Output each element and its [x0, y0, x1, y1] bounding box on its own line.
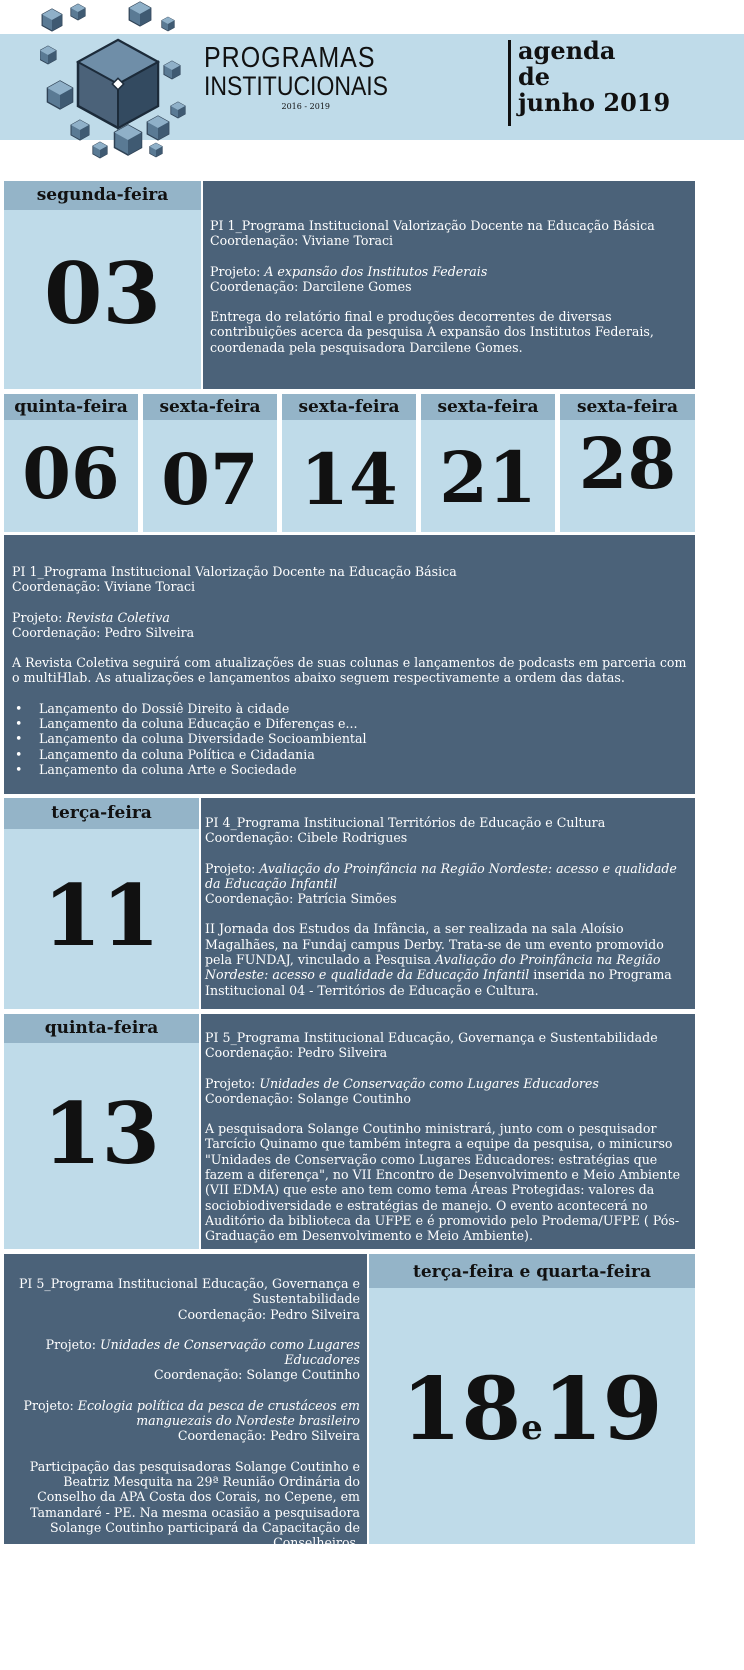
days-row — [4, 394, 695, 532]
event1-day: 03 — [44, 244, 161, 343]
event4-desc: A pesquisadora Solange Coutinho ministrará, junto com o pesquisador Tarcício Quinamo que também integra a equipe da pesquisa, o minicurso "Unidades de Conservação como Lugares Educadores: estratégias que fazem a diferença", no VII Encontro de Desenvolvimento e Meio Ambiente (VII EDMA) que este ano tem como tema Áreas Protegidas: valores da sociobiodiversidade e estratégias de manejo. O evento acontecerá no Auditório da biblioteca da UFPE e é promovido pelo Prodema/UFPE ( Pós-Graduação em Desenvolvimento e Meio Ambiente). — [205, 1121, 681, 1244]
event3-weekday: terça-feira — [51, 803, 152, 823]
day-number: 28 — [578, 422, 677, 505]
event3-project-prefix: Projeto: — [205, 860, 260, 876]
event5-project2: Ecologia política da pesca de crustáceos em manguezais do Nordeste brasileiro — [77, 1397, 360, 1429]
day-cell-06 — [4, 394, 138, 532]
event2-project: Revista Coletiva — [66, 609, 170, 625]
day-weekday: sexta-feira — [159, 397, 261, 417]
event5-project1-coord: Coordenação: Solange Coutinho — [154, 1367, 360, 1383]
day-cell-21 — [421, 394, 555, 532]
day-cell-28 — [560, 394, 695, 532]
event5-coord: Coordenação: Pedro Silveira — [177, 1306, 360, 1322]
event5-conj: e — [521, 1408, 543, 1448]
event1-text — [210, 218, 688, 355]
event5-days — [369, 1360, 695, 1478]
day-number: 14 — [300, 438, 398, 521]
day-number: 21 — [439, 436, 537, 519]
event5-project2-prefix: Projeto: — [23, 1397, 78, 1413]
event5-project1: Unidades de Conservação como Lugares Educadores — [100, 1336, 360, 1368]
event2-list — [12, 701, 688, 777]
event4-coord: Coordenação: Pedro Silveira — [205, 1045, 388, 1061]
event4-day: 13 — [43, 1084, 160, 1183]
logo-years: 2016 - 2019 — [281, 102, 330, 111]
event4-project-prefix: Projeto: — [205, 1075, 260, 1091]
event5-program: PI 5_Programa Institucional Educação, Governança e Sustentabilidade — [18, 1276, 360, 1307]
cube-cluster-logo-icon — [40, 0, 210, 170]
agenda-title — [518, 38, 670, 116]
logo-line1: PROGRAMAS — [204, 41, 376, 75]
logo-line2: INSTITUCIONAIS — [204, 71, 389, 101]
event4-program: PI 5_Programa Institucional Educação, Governança e Sustentabilidade — [205, 1030, 658, 1045]
event4-project: Unidades de Conservação como Lugares Educadores — [259, 1075, 599, 1091]
event1-project: A expansão dos Institutos Federais — [264, 263, 488, 279]
day-weekday: sexta-feira — [576, 397, 678, 417]
agenda-divider — [508, 40, 511, 126]
event5-day1: 18 — [401, 1359, 522, 1460]
agenda-line1: agenda — [518, 36, 616, 65]
event3-project-coord: Coordenação: Patrícia Simões — [205, 891, 397, 907]
event3-desc2: inserida no Programa Institucional 04 - Territórios de Educação e Cultura. — [205, 967, 672, 998]
event5-weekday: terça-feira e quarta-feira — [413, 1262, 651, 1282]
event3-text — [205, 815, 689, 998]
event1-project-coord: Coordenação: Darcilene Gomes — [210, 278, 412, 294]
event2-program: PI 1_Programa Institucional Valorização Docente na Educação Básica — [12, 564, 457, 579]
day-number: 06 — [22, 432, 120, 515]
list-item: • Lançamento da coluna Arte e Sociedade — [12, 762, 688, 777]
event1-coord: Coordenação: Viviane Toraci — [210, 233, 394, 249]
event5-project2-coord: Coordenação: Pedro Silveira — [177, 1428, 360, 1444]
list-item: • Lançamento do Dossiê Direito à cidade — [12, 701, 688, 716]
event5-text — [12, 1276, 360, 1550]
event4-project-coord: Coordenação: Solange Coutinho — [205, 1090, 411, 1106]
day-weekday: quinta-feira — [14, 397, 128, 417]
list-item: • Lançamento da coluna Educação e Diferenças e... — [12, 716, 688, 731]
event2-project-coord: Coordenação: Pedro Silveira — [12, 624, 195, 640]
event3-program: PI 4_Programa Institucional Territórios de Educação e Cultura — [205, 815, 606, 830]
event2-desc: A Revista Coletiva seguirá com atualizações de suas colunas e lançamentos de podcasts em parceria com o multiHlab. As atualizações e lançamentos abaixo seguem respectivamente a ordem das datas. — [12, 655, 687, 686]
event1-program: PI 1_Programa Institucional Valorização Docente na Educação Básica — [210, 218, 655, 233]
logo-title — [204, 41, 389, 111]
event5-desc: Participação das pesquisadoras Solange Coutinho e Beatriz Mesquita na 29ª Reunião Ordinária do Conselho da APA Costa dos Corais, no Cepene, em Tamandaré - PE. Na mesma ocasião a pesquisadora Solange Coutinho participará da Capacitação de Conselheiros. — [29, 1458, 360, 1551]
event2-project-prefix: Projeto: — [12, 609, 67, 625]
event4-weekday: quinta-feira — [44, 1018, 159, 1038]
event1-project-prefix: Projeto: — [210, 263, 265, 279]
agenda-line3: junho 2019 — [518, 88, 671, 117]
event3-project: Avaliação do Proinfância na Região Nordeste: acesso e qualidade da Educação Infantil — [205, 860, 677, 891]
event5-day2: 19 — [542, 1359, 663, 1460]
event5-project1-prefix: Projeto: — [45, 1336, 100, 1352]
day-weekday: sexta-feira — [298, 397, 400, 417]
event3-coord: Coordenação: Cibele Rodrigues — [205, 830, 408, 846]
list-item: • Lançamento da coluna Diversidade Socioambiental — [12, 731, 688, 746]
agenda-line2: de — [518, 62, 551, 91]
event2-coord: Coordenação: Viviane Toraci — [12, 579, 196, 595]
event3-desc-italic: Avaliação do Proinfância na Região Nordeste: acesso e qualidade da Educação Infantil — [205, 952, 661, 983]
event1-weekday: segunda-feira — [36, 185, 169, 205]
day-cell-14 — [282, 394, 416, 532]
day-cell-07 — [143, 394, 277, 532]
list-item: • Lançamento da coluna Política e Cidadania — [12, 747, 688, 762]
event1-desc: Entrega do relatório final e produções decorrentes de diversas contribuições acerca da pesquisa A expansão dos Institutos Federais, coordenada pela pesquisadora Darcilene Gomes. — [210, 309, 654, 355]
day-weekday: sexta-feira — [437, 397, 539, 417]
event4-text — [205, 1030, 689, 1244]
event3-day: 11 — [43, 866, 160, 965]
day-number: 07 — [161, 438, 259, 521]
event3-desc1: II Jornada dos Estudos da Infância, a ser realizada na sala Aloísio Magalhães, na Fundaj campus Derby. Trata-se de um evento promovido pela FUNDAJ, vinculado a Pesquisa — [205, 921, 664, 968]
event2-text — [12, 564, 688, 777]
